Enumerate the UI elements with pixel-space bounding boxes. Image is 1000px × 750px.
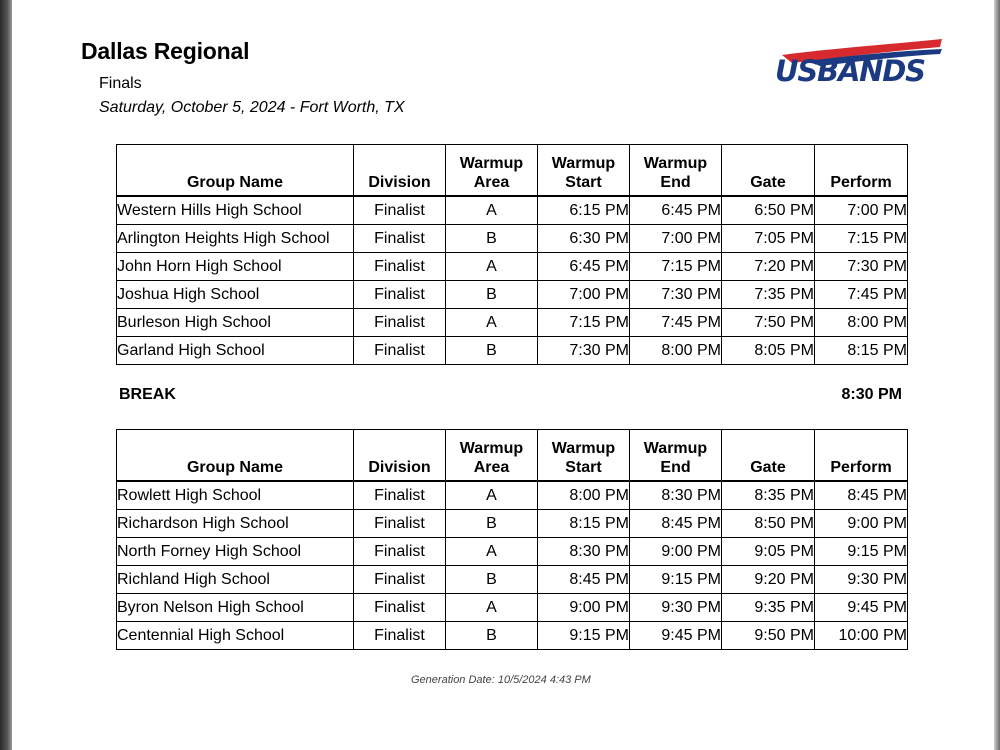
cell-warmup-start: 8:30 PM: [538, 538, 630, 566]
logo-text: USBANDS: [775, 54, 925, 88]
table-row: [117, 594, 908, 622]
cell-group-name: Joshua High School: [117, 281, 354, 309]
cell-warmup-area: A: [446, 594, 538, 622]
cell-group-name: Richardson High School: [117, 510, 354, 538]
cell-warmup-start: 9:15 PM: [538, 622, 630, 650]
cell-warmup-area: B: [446, 622, 538, 650]
table-row: [117, 281, 908, 309]
table-row: [117, 622, 908, 650]
cell-gate: 8:05 PM: [722, 337, 815, 365]
cell-gate: 7:20 PM: [722, 253, 815, 281]
page-title: Dallas Regional: [81, 38, 250, 64]
cell-division: Finalist: [354, 281, 446, 309]
cell-perform: 8:15 PM: [815, 337, 908, 365]
cell-warmup-start: 8:00 PM: [538, 481, 630, 510]
cell-gate: 9:05 PM: [722, 538, 815, 566]
cell-division: Finalist: [354, 196, 446, 225]
usbands-logo: [772, 37, 944, 93]
header-group-name: Group Name: [117, 145, 354, 197]
cell-warmup-start: 9:00 PM: [538, 594, 630, 622]
table-row: [117, 566, 908, 594]
cell-perform: 9:15 PM: [815, 538, 908, 566]
cell-group-name: Burleson High School: [117, 309, 354, 337]
cell-perform: 9:45 PM: [815, 594, 908, 622]
cell-division: Finalist: [354, 225, 446, 253]
cell-gate: 7:50 PM: [722, 309, 815, 337]
cell-perform: 7:00 PM: [815, 196, 908, 225]
cell-perform: 10:00 PM: [815, 622, 908, 650]
cell-group-name: Byron Nelson High School: [117, 594, 354, 622]
table-header-row: [117, 145, 908, 197]
event-date-location: Saturday, October 5, 2024 - Fort Worth, TX: [99, 99, 405, 116]
cell-warmup-area: B: [446, 225, 538, 253]
cell-division: Finalist: [354, 566, 446, 594]
cell-perform: 9:30 PM: [815, 566, 908, 594]
header-perform: Perform: [815, 430, 908, 482]
table-row: [117, 510, 908, 538]
cell-perform: 8:45 PM: [815, 481, 908, 510]
header-warmup-end: Warmup End: [630, 145, 722, 197]
cell-perform: 7:15 PM: [815, 225, 908, 253]
header-gate: Gate: [722, 430, 815, 482]
cell-warmup-end: 8:30 PM: [630, 481, 722, 510]
cell-warmup-start: 6:15 PM: [538, 196, 630, 225]
table-row: [117, 309, 908, 337]
cell-warmup-end: 8:45 PM: [630, 510, 722, 538]
header-division: Division: [354, 430, 446, 482]
table-row: [117, 225, 908, 253]
cell-perform: 7:30 PM: [815, 253, 908, 281]
cell-group-name: Centennial High School: [117, 622, 354, 650]
cell-warmup-start: 7:30 PM: [538, 337, 630, 365]
cell-gate: 8:50 PM: [722, 510, 815, 538]
cell-perform: 9:00 PM: [815, 510, 908, 538]
cell-warmup-start: 7:15 PM: [538, 309, 630, 337]
page-edge-right: [994, 0, 1000, 750]
cell-group-name: John Horn High School: [117, 253, 354, 281]
break-label: BREAK: [119, 386, 176, 403]
cell-warmup-area: A: [446, 196, 538, 225]
cell-gate: 6:50 PM: [722, 196, 815, 225]
header-gate: Gate: [722, 145, 815, 197]
cell-warmup-area: B: [446, 566, 538, 594]
table-header-row: [117, 430, 908, 482]
cell-division: Finalist: [354, 309, 446, 337]
cell-gate: 9:35 PM: [722, 594, 815, 622]
cell-warmup-end: 9:00 PM: [630, 538, 722, 566]
table-row: [117, 253, 908, 281]
cell-gate: 7:05 PM: [722, 225, 815, 253]
cell-warmup-end: 6:45 PM: [630, 196, 722, 225]
cell-division: Finalist: [354, 594, 446, 622]
page-subtitle: Finals: [99, 75, 142, 92]
cell-warmup-area: B: [446, 510, 538, 538]
page-edge-left: [0, 0, 12, 750]
cell-warmup-start: 6:45 PM: [538, 253, 630, 281]
cell-warmup-end: 9:15 PM: [630, 566, 722, 594]
header-warmup-start: Warmup Start: [538, 145, 630, 197]
cell-warmup-start: 7:00 PM: [538, 281, 630, 309]
cell-group-name: Garland High School: [117, 337, 354, 365]
cell-perform: 8:00 PM: [815, 309, 908, 337]
cell-warmup-end: 9:45 PM: [630, 622, 722, 650]
header-warmup-area: Warmup Area: [446, 430, 538, 482]
cell-warmup-end: 8:00 PM: [630, 337, 722, 365]
header-perform: Perform: [815, 145, 908, 197]
cell-perform: 7:45 PM: [815, 281, 908, 309]
cell-warmup-end: 7:15 PM: [630, 253, 722, 281]
cell-warmup-start: 8:45 PM: [538, 566, 630, 594]
cell-group-name: Western Hills High School: [117, 196, 354, 225]
cell-warmup-start: 8:15 PM: [538, 510, 630, 538]
cell-division: Finalist: [354, 622, 446, 650]
cell-group-name: Arlington Heights High School: [117, 225, 354, 253]
header-group-name: Group Name: [117, 430, 354, 482]
cell-group-name: Rowlett High School: [117, 481, 354, 510]
table-row: [117, 196, 908, 225]
header-warmup-start: Warmup Start: [538, 430, 630, 482]
cell-warmup-area: B: [446, 281, 538, 309]
generation-date: Generation Date: 10/5/2024 4:43 PM: [411, 674, 591, 686]
cell-division: Finalist: [354, 481, 446, 510]
break-time: 8:30 PM: [841, 386, 902, 403]
table-row: [117, 538, 908, 566]
cell-gate: 9:50 PM: [722, 622, 815, 650]
cell-division: Finalist: [354, 337, 446, 365]
cell-warmup-end: 7:30 PM: [630, 281, 722, 309]
cell-group-name: Richland High School: [117, 566, 354, 594]
schedule-table-block-1: [116, 144, 908, 365]
schedule-table-block-2: [116, 429, 908, 650]
cell-warmup-start: 6:30 PM: [538, 225, 630, 253]
header-warmup-area: Warmup Area: [446, 145, 538, 197]
cell-warmup-area: A: [446, 253, 538, 281]
table-row: [117, 337, 908, 365]
cell-group-name: North Forney High School: [117, 538, 354, 566]
cell-gate: 8:35 PM: [722, 481, 815, 510]
table-row: [117, 481, 908, 510]
cell-warmup-area: A: [446, 538, 538, 566]
cell-warmup-end: 9:30 PM: [630, 594, 722, 622]
cell-warmup-end: 7:00 PM: [630, 225, 722, 253]
cell-division: Finalist: [354, 510, 446, 538]
header-division: Division: [354, 145, 446, 197]
cell-warmup-area: A: [446, 309, 538, 337]
cell-gate: 9:20 PM: [722, 566, 815, 594]
cell-warmup-area: A: [446, 481, 538, 510]
cell-division: Finalist: [354, 538, 446, 566]
header-warmup-end: Warmup End: [630, 430, 722, 482]
cell-gate: 7:35 PM: [722, 281, 815, 309]
cell-warmup-end: 7:45 PM: [630, 309, 722, 337]
cell-division: Finalist: [354, 253, 446, 281]
cell-warmup-area: B: [446, 337, 538, 365]
